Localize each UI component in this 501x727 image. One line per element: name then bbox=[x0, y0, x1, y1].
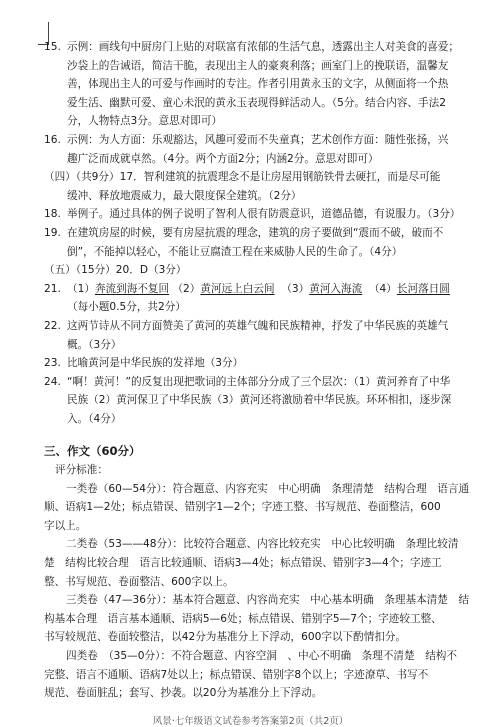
answer-line: 爱生活、幽默可爱、童心未泯的黄永玉表现得鲜活动人。（5分。结合内容、手法2 bbox=[67, 96, 446, 109]
answer-content bbox=[44, 38, 474, 703]
answer-24 bbox=[44, 373, 474, 429]
question-number: 16. bbox=[44, 133, 61, 146]
answer-16 bbox=[44, 131, 474, 168]
section-4 bbox=[44, 168, 474, 205]
answer-line: （每小题0.5分，共2分） bbox=[67, 301, 186, 314]
question-number: 22. bbox=[44, 319, 61, 332]
answer-line: 缓冲、释放地震威力，最大限度保全建筑。（2分） bbox=[67, 189, 302, 202]
answer-19 bbox=[44, 224, 474, 261]
criteria-line: 顺、语病1—2处；标点错误、错别字1—2个；字迹工整、书写规范、卷面整洁，600 bbox=[44, 501, 441, 514]
answer-line: 分，人物特点3分。意思对即可） bbox=[67, 115, 223, 128]
criteria-line: 书写较规范、卷面较整洁，以42分为基准分上下浮动，600字以下酌情扣分。 bbox=[44, 631, 407, 644]
criteria-line: 楚 结构比较合理 语言比较通顺、语病3—4处；标点错误、错别字3—4个；字迹工 bbox=[44, 557, 442, 570]
answer-line: 趣广泛而成就卓然。（4分。两个方面2分；内涵2分。意思对即可） bbox=[67, 152, 379, 165]
sub-label: （1） bbox=[67, 282, 95, 295]
criteria-line: 三类卷（47—36分）：基本符合题意、内容尚充实 中心基本明确 条理基本清楚 结 bbox=[66, 594, 470, 607]
criteria-line: 规范、卷面脏乱；套写、抄袭。以20分为基准分上下浮动。 bbox=[44, 687, 323, 700]
question-number: 15. bbox=[44, 41, 61, 53]
criteria-line: 整、书写规范、卷面整洁、600字以上。 bbox=[44, 575, 234, 588]
criteria-line: 一类卷（60—54分）：符合题意、内容充实 中心明确 条理清楚 结构合理 语言通 bbox=[66, 482, 470, 495]
criteria-line: 四类卷 （35—0分）：不符合题意、内容空洞 、中心不明确 条理不清楚 结构不 bbox=[66, 650, 457, 662]
answer-line: 入。（4分） bbox=[67, 412, 122, 425]
criteria-title: 评分标准： bbox=[55, 464, 108, 477]
answer-line: 示例：为人方面：乐观豁达，风趣可爱而不失童真；艺术创作方面：随性张扬，兴 bbox=[67, 133, 449, 146]
question-number: 18. bbox=[44, 208, 61, 221]
answer-line: （四）（共9分）17．智利建筑的抗震理念不是让房屋用钢筋铁骨去硬扛，而是尽可能 bbox=[44, 171, 441, 184]
section-5: （五）（15分）20．D（3分） bbox=[44, 264, 187, 277]
answer-23 bbox=[44, 354, 474, 373]
fill-answer: 奔流到海不复回 bbox=[94, 282, 170, 295]
answer-line: 比喻黄河是中华民族的发祥地（3分） bbox=[67, 357, 244, 370]
criteria-line: 二类卷（53——48分）：比较符合题意、内容比较充实 中心比较明确 条理比较清 bbox=[66, 538, 459, 551]
answer-line: 善，体现出主人的可爱与作画时的专注。作者引用黄永玉的文字，从侧面将一个热 bbox=[67, 78, 449, 91]
sub-label: （3） bbox=[281, 282, 310, 295]
question-number: 24. bbox=[44, 375, 61, 388]
page-footer: 风景·七年级语文试卷参考答案第2页（共2页） bbox=[152, 716, 349, 727]
question-number: 23. bbox=[44, 357, 61, 370]
sub-label: （4） bbox=[368, 282, 397, 295]
answer-15 bbox=[44, 38, 474, 131]
fill-answer: 长河落日圆 bbox=[396, 282, 450, 295]
answer-line: 在建筑房屋的时候，要有房屋抗震的理念，建筑的房子要做到“震而不破，破而不 bbox=[67, 226, 444, 239]
answer-line: 倒”，不能掉以轻心，不能让豆腐渣工程在来威胁人民的生命了。（4分） bbox=[67, 245, 403, 258]
answer-line: 概。（3分） bbox=[67, 338, 122, 351]
answer-line: 沙袋上的告诫语，简洁干脆，表现出主人的豪爽利落；画室门上的挽联语，温馨友 bbox=[67, 59, 449, 72]
sub-label: （2） bbox=[172, 282, 201, 295]
criteria-line: 字以上。 bbox=[44, 519, 87, 532]
answer-line: 示例：画线句中厨房门上贴的对联富有浓郁的生活气息，透露出主人对美食的喜爱； bbox=[67, 41, 459, 53]
grading-criteria bbox=[44, 461, 474, 703]
criteria-line: 构基本合理 语言基本通顺、语病5—6处；标点错误、错别字5—7个；字迹较工整、 bbox=[44, 612, 442, 625]
question-number: 19. bbox=[44, 226, 61, 239]
answer-22 bbox=[44, 317, 474, 354]
criteria-line: 完整、语言不通顺、语病7处以上；标点错误、错别字8个以上；字迹潦草、书写不 bbox=[44, 668, 429, 681]
section-title: 三、作文（60分） bbox=[44, 444, 141, 459]
fill-answer: 黄河入海流 bbox=[309, 282, 363, 295]
answer-line bbox=[67, 280, 474, 299]
question-number: 21. bbox=[44, 282, 61, 295]
answer-line: 这两节诗从不同方面赞美了黄河的英雄气魄和民族精神，抒发了中华民族的英雄气 bbox=[67, 319, 449, 332]
answer-21 bbox=[44, 280, 474, 317]
answer-line: 民族（2）黄河保卫了中华民族（3）黄河还将激励着中华民族。环环相扣，逐步深 bbox=[67, 394, 452, 407]
answer-18 bbox=[44, 205, 474, 224]
answer-line: 举例子。通过具体的例子说明了智利人很有防震意识，道德品德，有说服力。（3分） bbox=[67, 208, 461, 221]
fill-answer: 黄河远上白云间 bbox=[200, 282, 275, 295]
answer-line: “啊！黄河！”的反复出现把歌词的主体部分分成了三个层次：（1）黄河养育了中华 bbox=[67, 375, 451, 388]
